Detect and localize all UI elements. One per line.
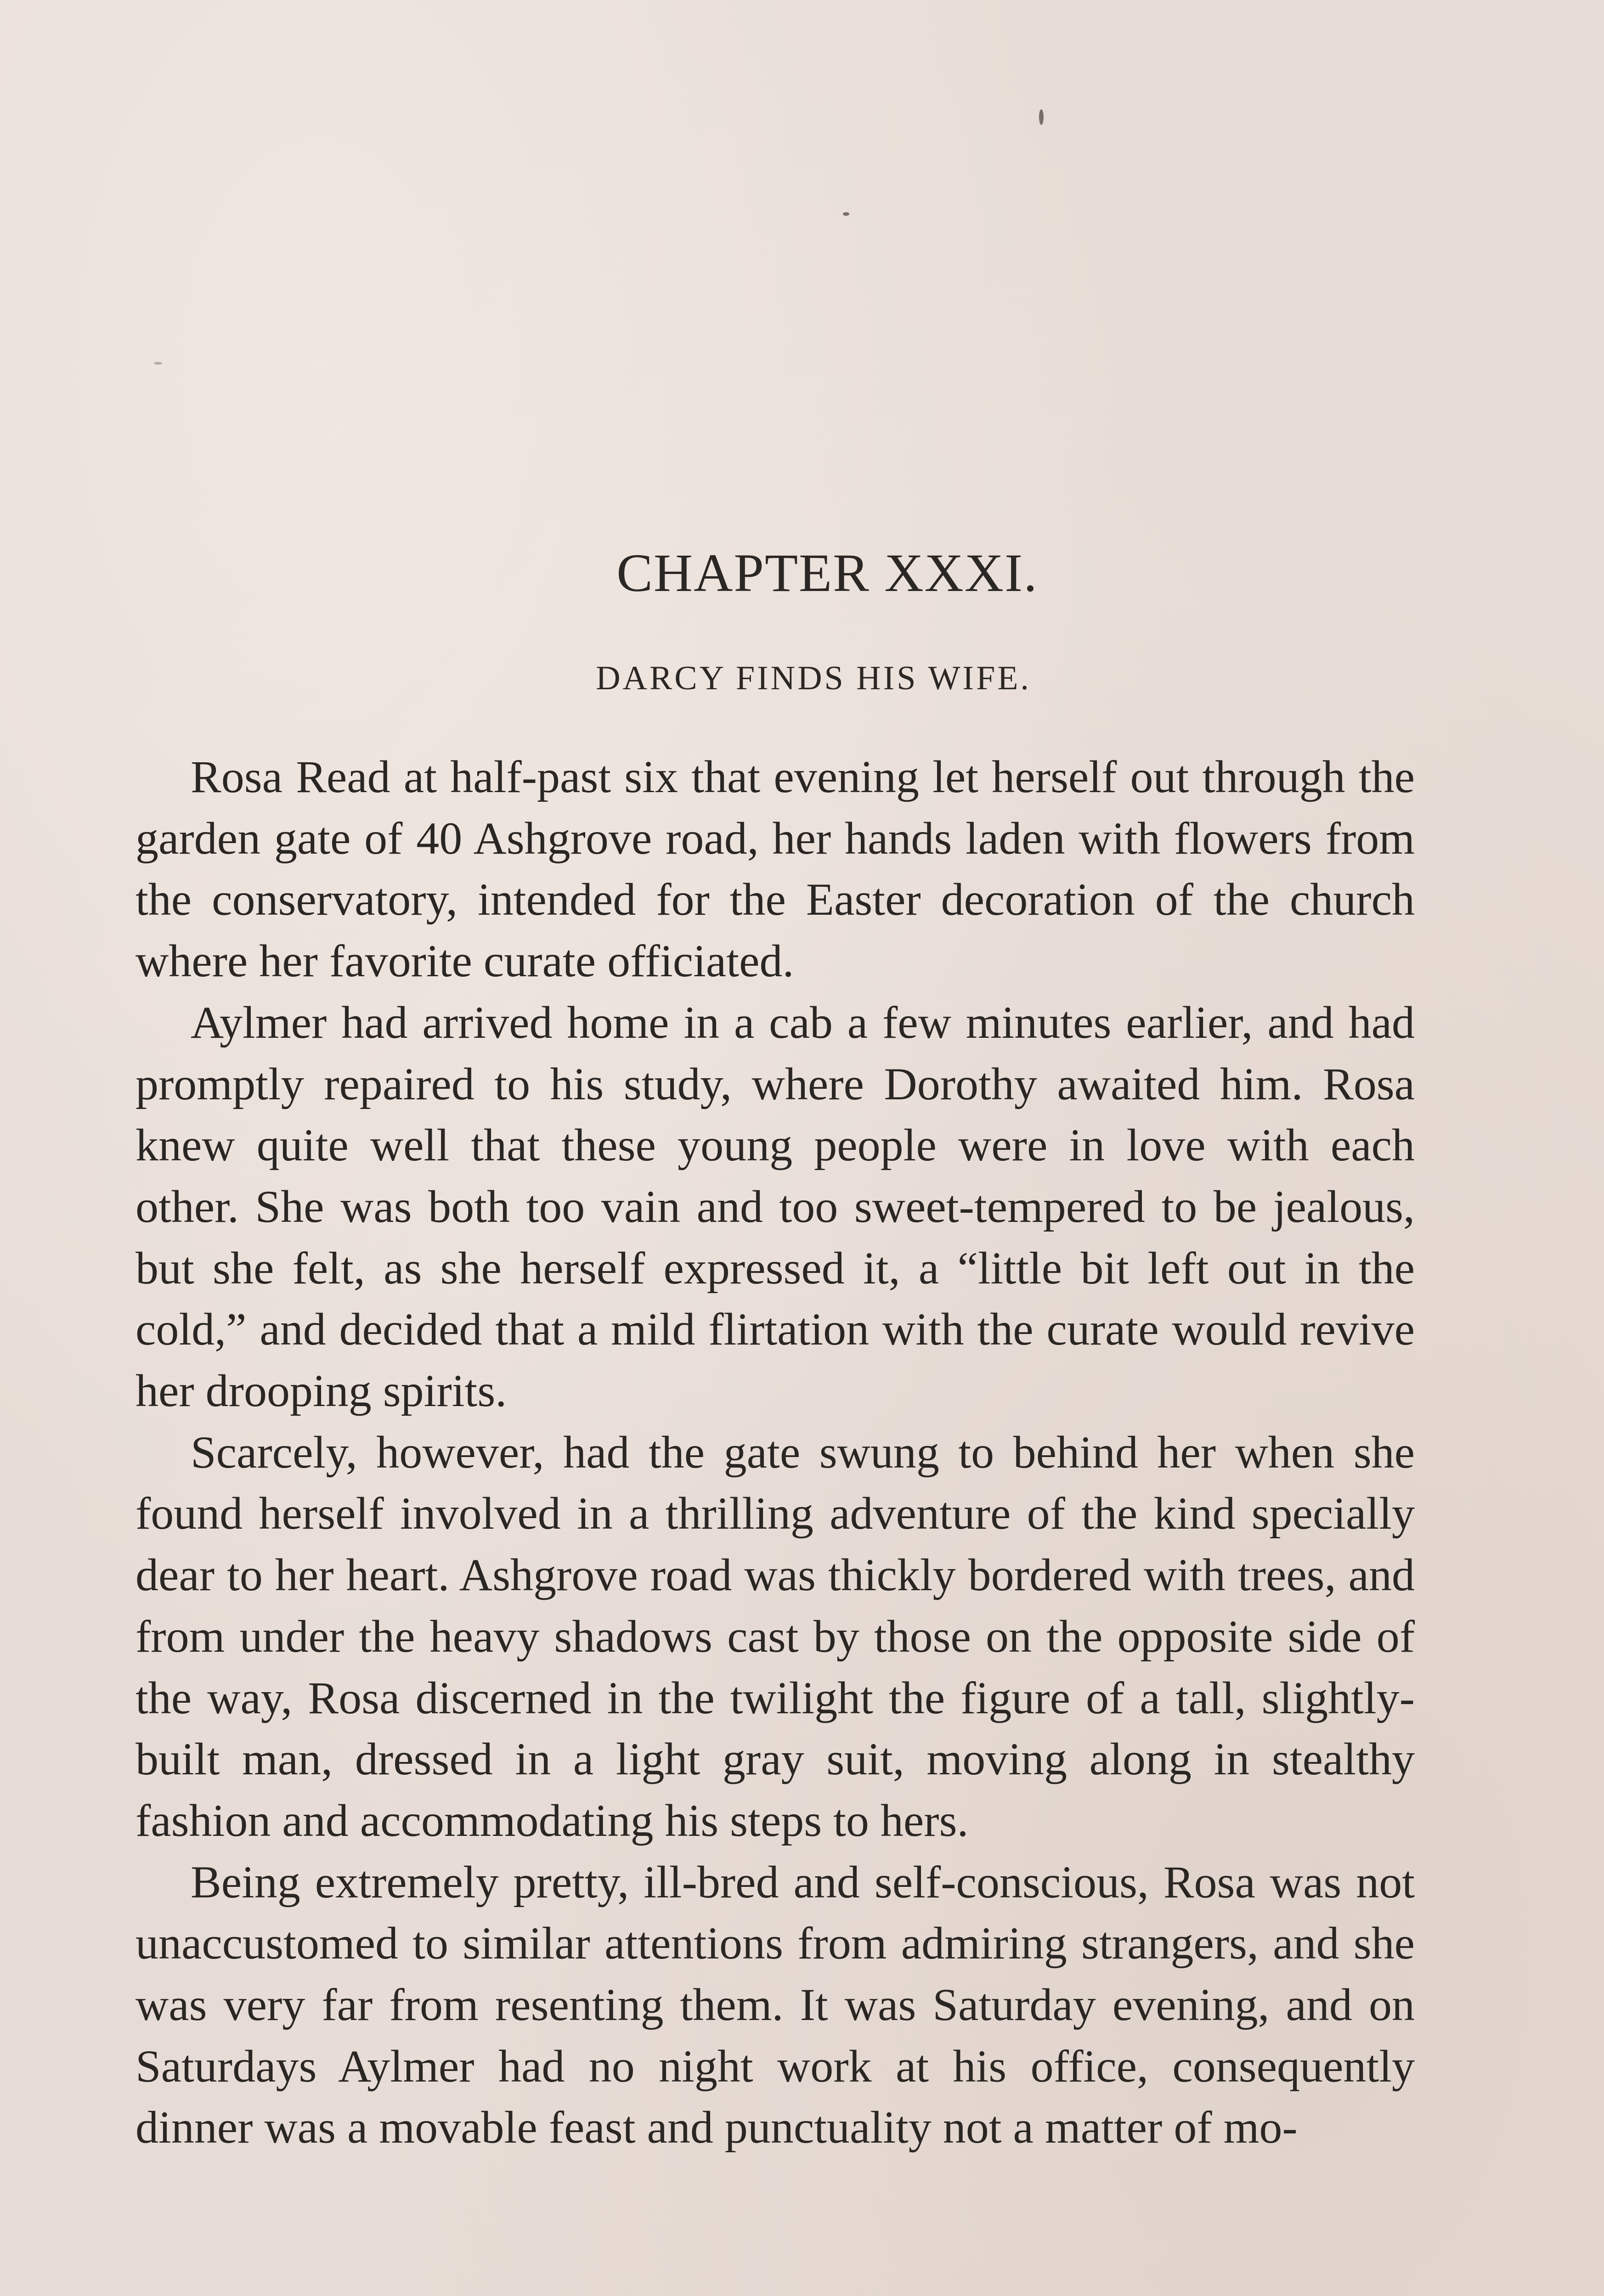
paragraph: Rosa Read at half-past six that evening let herself out through the garden gate of 40 Ashgrove road, her hands laden with flowers from the conservatory, intended for the Easter decoration of the church where her favorite curate officiated. — [136, 751, 1415, 987]
ink-speck — [154, 362, 162, 365]
paragraph: Aylmer had arrived home in a cab a few minutes earlier, and had promptly repaired to his study, where Dorothy awaited him. Rosa knew quite well that these young people were in love with each other. She was both too vain and too sweet-tempered to be jealous, but she felt, as she herself expressed it, a “little bit left out in the cold,” and decided that a mild flirtation with the curate would revive her drooping spirits. — [136, 996, 1415, 1417]
paragraph: Scarcely, however, had the gate swung to behind her when she found herself involved in a thrilling adventure of the kind specially dear to her heart. Ashgrove road was thickly bordered with trees, and from under the heavy shadows cast by those on the opposite side of the way, Rosa discerned in the twilight the figure of a tall, slightly-built man, dressed in a light gray suit, moving along in stealthy fashion and accommodating his steps to hers. — [136, 1426, 1415, 1846]
chapter-subtitle: DARCY FINDS HIS WIFE. — [596, 659, 1031, 697]
ink-speck — [843, 212, 849, 216]
ink-speck — [1039, 109, 1044, 125]
chapter-body — [136, 746, 1415, 2158]
paragraph: Being extremely pretty, ill-bred and self-conscious, Rosa was not unaccustomed to similar attentions from admiring strangers, and she was very far from resenting them. It was Saturday evening, and on Saturdays Aylmer had no night work at his office, consequently dinner was a movable feast and punctuality not a matter of mo- — [136, 1856, 1415, 2153]
chapter-title: CHAPTER XXXI. — [616, 543, 1038, 603]
